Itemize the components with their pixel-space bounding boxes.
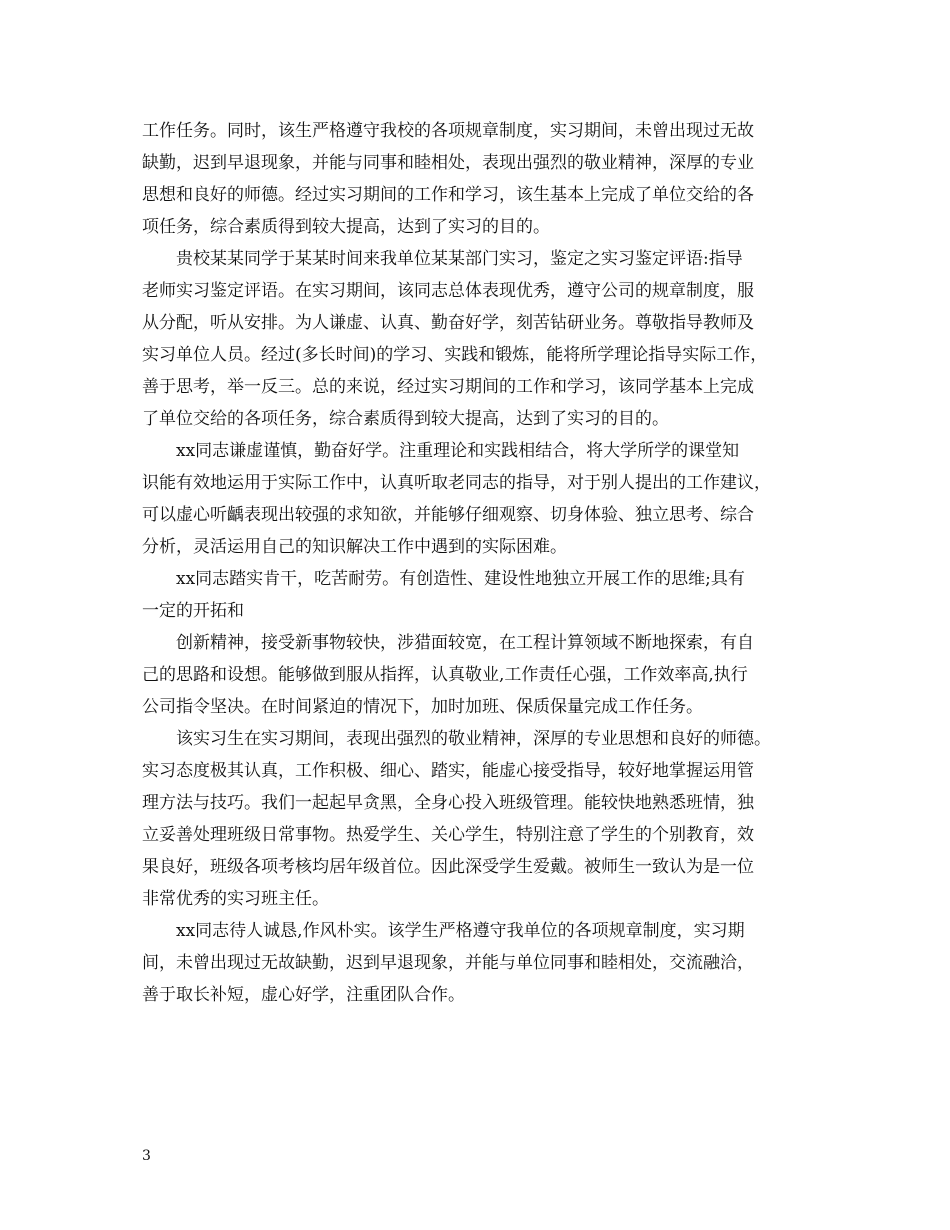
text-line: 公司指令坚决。在时间紧迫的情况下，加时加班、保质保量完成工作任务。 [142,697,703,717]
text-line: 思想和良好的师德。经过实习期间的工作和学习，该生基本上完成了单位交给的各 [142,185,754,205]
text-line: 善于思考，举一反三。总的来说，经过实习期间的工作和学习，该同学基本上完成 [142,377,754,397]
text-line: 间，未曾出现过无故缺勤，迟到早退现象，并能与单位同事和睦相处，交流融洽， [142,953,754,973]
text-line: 了单位交给的各项任务，综合素质得到较大提高，达到了实习的目的。 [142,409,669,429]
text-line: 实习态度极其认真，工作积极、细心、踏实，能虚心接受指导，较好地掌握运用管 [142,761,754,781]
text-line: 项任务，综合素质得到较大提高，达到了实习的目的。 [142,217,550,237]
page-number: 3 [142,1148,151,1164]
text-line: 识能有效地运用于实际工作中，认真听取老同志的指导，对于别人提出的工作建议， [142,473,771,493]
text-line: 分析，灵活运用自己的知识解决工作中遇到的实际困难。 [142,537,567,557]
paragraph-start-line: 创新精神，接受新事物较快，涉猎面较宽，在工程计算领域不断地探索，有自 [176,633,754,653]
text-line: 一定的开拓和 [142,601,244,621]
paragraph-start-line: 贵校某某同学于某某时间来我单位某某部门实习，鉴定之实习鉴定评语:指导 [176,249,743,269]
text-line: 己的思路和设想。能够做到服从指挥，认真敬业,工作责任心强，工作效率高,执行 [142,665,748,685]
text-line: 老师实习鉴定评语。在实习期间，该同志总体表现优秀，遵守公司的规章制度，服 [142,281,754,301]
text-line: 缺勤，迟到早退现象，并能与同事和睦相处，表现出强烈的敬业精神，深厚的专业 [142,153,754,173]
text-line: 果良好，班级各项考核均居年级首位。因此深受学生爱戴。被师生一致认为是一位 [142,857,754,877]
text-line: 理方法与技巧。我们一起起早贪黑，全身心投入班级管理。能较快地熟悉班情，独 [142,793,754,813]
text-line: 立妥善处理班级日常事物。热爱学生、关心学生，特别注意了学生的个别教育，效 [142,825,754,845]
text-line: 善于取长补短，虚心好学，注重团队合作。 [142,985,465,1005]
text-line: 非常优秀的实习班主任。 [142,889,329,909]
paragraph-start-line: xx同志待人诚恳,作风朴实。该学生严格遵守我单位的各项规章制度，实习期 [176,921,745,941]
paragraph-start-line: 该实习生在实习期间，表现出强烈的敬业精神，深厚的专业思想和良好的师德。 [176,729,771,749]
paragraph-start-line: xx同志谦虚谨慎，勤奋好学。注重理论和实践相结合，将大学所学的课堂知 [176,441,740,461]
text-line: 实习单位人员。经过(多长时间)的学习、实践和锻炼，能将所学理论指导实际工作， [142,345,768,365]
body-text [142,115,812,1011]
paragraph-start-line: xx同志踏实肯干，吃苦耐劳。有创造性、建设性地独立开展工作的思维;具有 [176,569,745,589]
text-line: 工作任务。同时，该生严格遵守我校的各项规章制度，实习期间，未曾出现过无故 [142,121,754,141]
text-line: 可以虚心听齲表现出较强的求知欲，并能够仔细观察、切身体验、独立思考、综合 [142,505,754,525]
text-line: 从分配，听从安排。为人谦虚、认真、勤奋好学，刻苦钻研业务。尊敬指导教师及 [142,313,754,333]
